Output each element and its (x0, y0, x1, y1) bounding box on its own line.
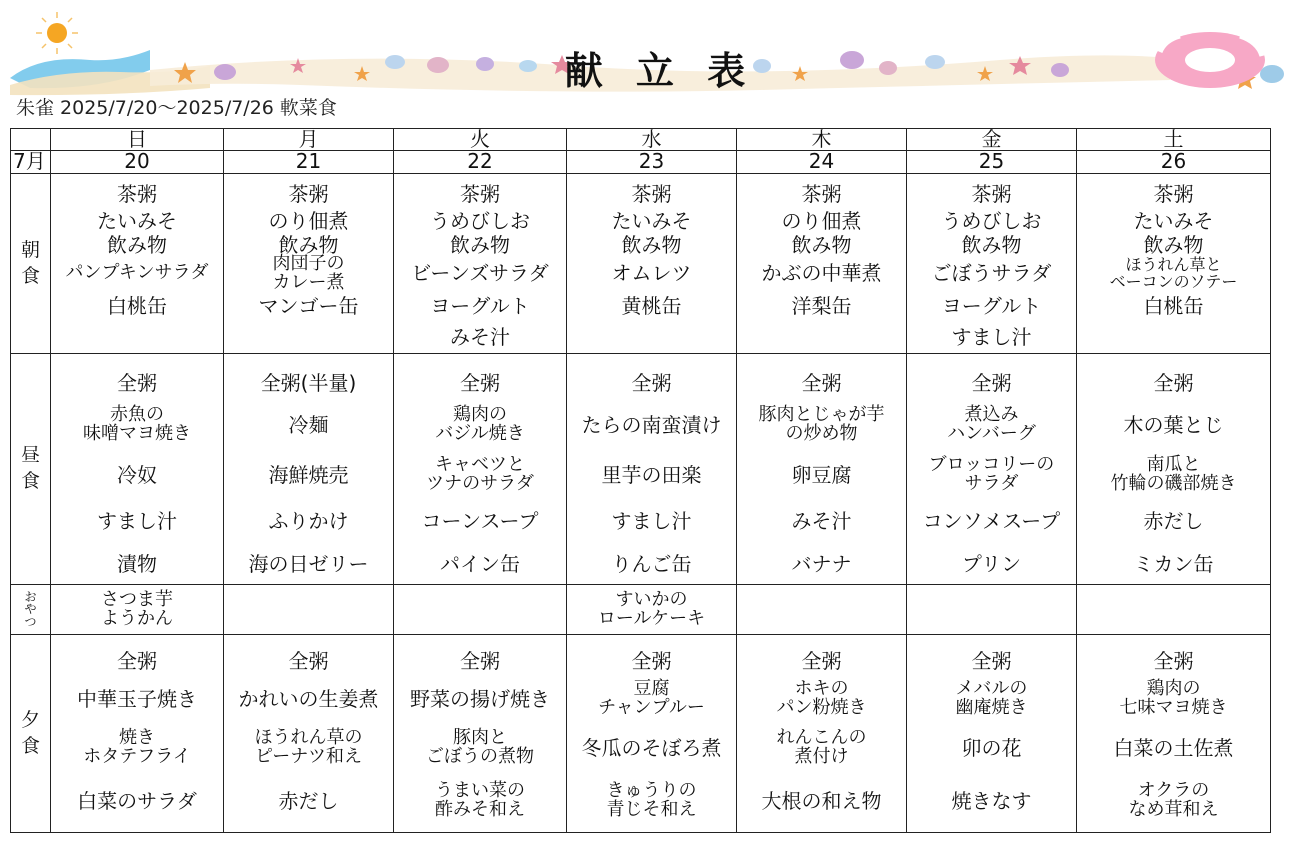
lunch-dish: みそ汁 (791, 508, 852, 533)
breakfast-dish: 茶粥 (1153, 182, 1194, 206)
dinner-day-4 (737, 635, 907, 833)
breakfast-dish: オムレツ (611, 261, 692, 285)
dinner-row (11, 635, 1271, 833)
weekday-5: 金 (907, 129, 1077, 151)
lunch-dish: 全粥 (971, 370, 1012, 395)
dinner-dish: きゅうりの 青じそ和え (606, 780, 697, 820)
float-ring-icon (1155, 32, 1265, 88)
breakfast-dish: 飲み物 (1143, 232, 1204, 257)
date-2: 22 (394, 151, 567, 174)
lunch-dish: 漬物 (117, 551, 157, 576)
snack-row (11, 585, 1271, 635)
dinner-dish: オクラの なめ茸和え (1128, 780, 1219, 820)
dinner-dish: 白菜のサラダ (77, 788, 197, 813)
dinner-dish: 豚肉と ごぼうの煮物 (426, 727, 534, 767)
lunch-row (11, 354, 1271, 585)
dinner-dish: 中華玉子焼き (77, 686, 197, 711)
breakfast-dish: 黄桃缶 (621, 294, 682, 318)
lunch-label: 昼 食 (11, 354, 51, 585)
dinner-label: 夕 食 (11, 635, 51, 833)
dinner-dish: 卯の花 (961, 735, 1022, 760)
breakfast-dish: ビーンズサラダ (411, 261, 549, 285)
breakfast-dish: たいみそ (97, 208, 177, 233)
lunch-dish: コンソメスープ (922, 508, 1061, 533)
dinner-dish: 全粥 (117, 648, 157, 673)
breakfast-dish: ヨーグルト (430, 294, 530, 318)
lunch-dish: 南瓜と 竹輪の磯部焼き (1110, 454, 1237, 494)
weekday-4: 木 (737, 129, 907, 151)
breakfast-dish: みそ汁 (450, 324, 510, 349)
dinner-dish: ホキの パン粉焼き (776, 678, 867, 718)
dinner-dish: 焼き ホタテフライ (83, 727, 191, 767)
snack-day-4 (737, 585, 907, 635)
breakfast-dish: パンプキンサラダ (65, 262, 209, 284)
dinner-day-1 (224, 635, 394, 833)
lunch-dish: 卵豆腐 (791, 462, 852, 487)
menu-table (10, 128, 1271, 833)
dinner-dish: 赤だし (278, 788, 339, 813)
lunch-dish: 煮込み ハンバーグ (947, 404, 1036, 444)
sun-icon (36, 12, 78, 54)
lunch-dish: すまし汁 (611, 508, 692, 533)
breakfast-day-3 (567, 174, 737, 354)
lunch-dish: 木の葉とじ (1123, 412, 1224, 437)
lunch-day-4 (737, 354, 907, 585)
lunch-dish: たらの南蛮漬け (581, 412, 722, 437)
weekday-6: 土 (1077, 129, 1271, 151)
dinner-dish: 野菜の揚げ焼き (410, 686, 550, 711)
lunch-dish: ミカン缶 (1133, 551, 1214, 576)
breakfast-dish: 白桃缶 (1143, 294, 1204, 318)
lunch-dish: 全粥 (460, 370, 500, 395)
breakfast-dish: 飲み物 (791, 232, 852, 257)
lunch-dish: 全粥 (117, 370, 157, 395)
date-0: 20 (51, 151, 224, 174)
breakfast-dish: 飲み物 (450, 232, 510, 257)
snack-label: お や つ (11, 585, 51, 635)
snack-day-6 (1077, 585, 1271, 635)
snack-day-0 (51, 585, 224, 635)
dinner-dish: 鶏肉の 七味マヨ焼き (1119, 678, 1228, 718)
date-3: 23 (567, 151, 737, 174)
lunch-dish: ふりかけ (268, 508, 349, 533)
breakfast-dish: 茶粥 (117, 182, 157, 206)
breakfast-dish: ほうれん草と ベーコンのソテー (1109, 254, 1238, 291)
breakfast-dish: すまし汁 (951, 324, 1032, 349)
dinner-dish: 冬瓜のそぼろ煮 (581, 735, 722, 760)
breakfast-day-5 (907, 174, 1077, 354)
dinner-dish: 全粥 (288, 648, 329, 673)
breakfast-dish: かぶの中華煮 (761, 261, 882, 285)
lunch-dish: 豚肉とじゃが芋 の炒め物 (758, 404, 885, 444)
date-1: 21 (224, 151, 394, 174)
dinner-dish: 全粥 (1153, 648, 1194, 673)
lunch-dish: 全粥 (631, 370, 672, 395)
lunch-dish: ブロッコリーの サラダ (928, 454, 1055, 494)
breakfast-day-1 (224, 174, 394, 354)
dinner-dish: 全粥 (971, 648, 1012, 673)
breakfast-dish: 飲み物 (621, 232, 682, 257)
breakfast-dish: 飲み物 (278, 232, 339, 257)
breakfast-day-0 (51, 174, 224, 354)
snack-dish: さつま芋 ようかん (101, 588, 173, 629)
dinner-dish: うまい菜の 酢みそ和え (435, 780, 525, 820)
weekday-1: 月 (224, 129, 394, 151)
snack-day-1 (224, 585, 394, 635)
breakfast-dish: 茶粥 (460, 182, 500, 206)
dinner-day-5 (907, 635, 1077, 833)
weekday-2: 火 (394, 129, 567, 151)
breakfast-dish: たいみそ (1133, 208, 1214, 233)
dinner-dish: 全粥 (801, 648, 842, 673)
month-label: 7月 (11, 151, 51, 174)
weekday-3: 水 (567, 129, 737, 151)
breakfast-dish: うめびしお (941, 208, 1042, 233)
weekday-row (11, 129, 1271, 151)
lunch-dish: 赤魚の 味噌マヨ焼き (83, 404, 191, 444)
lunch-dish: 海の日ゼリー (248, 551, 369, 576)
lunch-dish: すまし汁 (97, 508, 177, 533)
lunch-dish: 赤だし (1143, 508, 1204, 533)
lunch-dish: パイン缶 (440, 551, 520, 576)
lunch-dish: 全粥(半量) (260, 370, 357, 395)
lunch-day-0 (51, 354, 224, 585)
lunch-dish: 冷奴 (117, 462, 157, 487)
lunch-day-5 (907, 354, 1077, 585)
breakfast-dish: 茶粥 (288, 182, 329, 206)
breakfast-dish: うめびしお (430, 208, 530, 233)
date-5: 25 (907, 151, 1077, 174)
breakfast-dish: のり佃煮 (268, 208, 349, 233)
breakfast-dish: 洋梨缶 (791, 294, 852, 318)
breakfast-dish: ごぼうサラダ (931, 261, 1052, 285)
lunch-dish: バナナ (791, 551, 852, 576)
lunch-dish: プリン (961, 551, 1022, 576)
breakfast-day-2 (394, 174, 567, 354)
date-6: 26 (1077, 151, 1271, 174)
page-subtitle: 朱雀 2025/7/20～2025/7/26 軟菜食 (16, 97, 337, 119)
dinner-dish: ほうれん草の ピーナツ和え (254, 727, 363, 767)
dinner-day-6 (1077, 635, 1271, 833)
lunch-dish: 全粥 (1153, 370, 1194, 395)
breakfast-dish: のり佃煮 (781, 208, 862, 233)
dinner-dish: 焼きなす (951, 788, 1032, 813)
breakfast-row (11, 174, 1271, 354)
lunch-day-6 (1077, 354, 1271, 585)
snack-day-2 (394, 585, 567, 635)
breakfast-day-4 (737, 174, 907, 354)
breakfast-dish: 白桃缶 (107, 294, 167, 318)
lunch-dish: 里芋の田楽 (601, 462, 702, 487)
date-4: 24 (737, 151, 907, 174)
breakfast-dish: 飲み物 (107, 232, 167, 257)
breakfast-dish: たいみそ (611, 208, 692, 233)
lunch-dish: 鶏肉の バジル焼き (435, 404, 525, 444)
breakfast-dish: 肉団子の カレー煮 (272, 252, 345, 293)
lunch-dish: 全粥 (801, 370, 842, 395)
snack-day-3 (567, 585, 737, 635)
weekday-0: 日 (51, 129, 224, 151)
dinner-day-0 (51, 635, 224, 833)
dinner-dish: 大根の和え物 (761, 788, 882, 813)
dinner-dish: 白菜の土佐煮 (1113, 735, 1234, 760)
corner-cell (11, 129, 51, 151)
dinner-dish: かれいの生姜煮 (238, 686, 379, 711)
lunch-dish: 海鮮焼売 (268, 462, 349, 487)
lunch-dish: キャベツと ツナのサラダ (426, 454, 534, 494)
dinner-dish: メバルの 幽庵焼き (955, 678, 1028, 718)
snack-dish: すいかの ロールケーキ (597, 588, 706, 629)
breakfast-dish: 茶粥 (631, 182, 672, 206)
lunch-day-1 (224, 354, 394, 585)
lunch-day-3 (567, 354, 737, 585)
breakfast-dish: マンゴー缶 (258, 294, 359, 318)
page-title: 献 立 表 (564, 49, 756, 93)
breakfast-label: 朝 食 (11, 174, 51, 354)
breakfast-dish: ヨーグルト (941, 294, 1042, 318)
lunch-dish: りんご缶 (611, 551, 692, 576)
breakfast-dish: 茶粥 (801, 182, 842, 206)
dinner-dish: 全粥 (631, 648, 672, 673)
lunch-day-2 (394, 354, 567, 585)
lunch-dish: コーンスープ (421, 508, 539, 533)
dinner-day-2 (394, 635, 567, 833)
breakfast-dish: 飲み物 (961, 232, 1022, 257)
dinner-dish: 豆腐 チャンプルー (598, 678, 705, 718)
lunch-dish: 冷麺 (288, 412, 329, 437)
breakfast-dish: 茶粥 (971, 182, 1012, 206)
snack-day-5 (907, 585, 1077, 635)
dinner-day-3 (567, 635, 737, 833)
breakfast-day-6 (1077, 174, 1271, 354)
date-row (11, 151, 1271, 174)
dinner-dish: 全粥 (460, 648, 500, 673)
dinner-dish: れんこんの 煮付け (776, 727, 867, 767)
